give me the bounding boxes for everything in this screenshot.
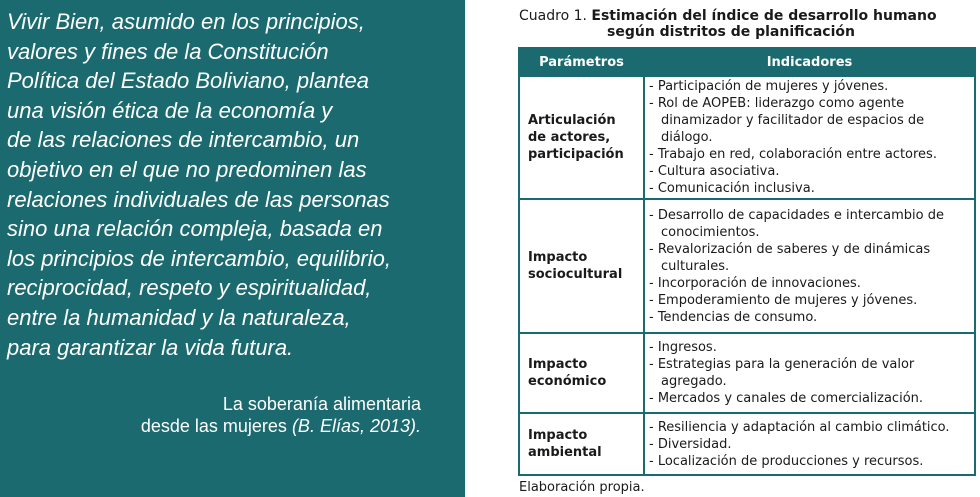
indicators-list xyxy=(649,207,970,326)
param-cell xyxy=(519,76,644,199)
quote-line: una visión ética de la economía y xyxy=(7,97,333,123)
param-cell xyxy=(519,413,644,475)
table-caption xyxy=(519,8,974,40)
indicator-item: - Trabajo en red, colaboración entre actores. xyxy=(649,146,970,163)
indicators-cell xyxy=(644,333,975,413)
quote-line: sino una relación compleja, basada en xyxy=(7,216,383,242)
param-line: económico xyxy=(528,374,607,389)
indicators-cell xyxy=(644,413,975,475)
source-citation: (B. Elías, 2013). xyxy=(291,416,421,436)
quote-line: relaciones individuales de las personas xyxy=(7,186,390,212)
indicator-item: - Diversidad. xyxy=(649,436,970,453)
param-line: Impacto xyxy=(528,357,588,372)
table-footnote: Elaboración propia. xyxy=(519,480,645,495)
param-line: Impacto xyxy=(528,250,588,265)
caption-number: Cuadro 1. xyxy=(519,8,587,24)
param-line: participación xyxy=(528,147,624,162)
caption-title-line1: Estimación del índice de desarrollo humano xyxy=(591,8,937,24)
table-row xyxy=(519,333,975,413)
source-subtitle xyxy=(141,415,421,437)
source-subtitle-text: desde las mujeres xyxy=(140,416,292,436)
param-line: sociocultural xyxy=(528,267,623,282)
table-row xyxy=(519,413,975,475)
table-row xyxy=(519,76,975,199)
indicators-list xyxy=(649,339,970,407)
indicator-item: - Revalorización de saberes y de dinámicas culturales. xyxy=(649,241,970,275)
table-header-row xyxy=(519,48,975,76)
param-line: ambiental xyxy=(528,445,602,460)
quote-line: objetivo en el que no predominen las xyxy=(7,156,367,182)
table-row xyxy=(519,199,975,333)
indicators-cell xyxy=(644,76,975,199)
param-line: de actores, xyxy=(528,130,611,145)
quote-panel xyxy=(0,0,465,497)
indicator-item: - Rol de AOPEB: liderazgo como agente dinamizador y facilitador de espacios de diálogo. xyxy=(649,95,970,146)
quote-line: para garantizar la vida futura. xyxy=(7,334,294,360)
quote-line: Vivir Bien, asumido en los principios, xyxy=(7,9,365,34)
indicator-item: - Desarrollo de capacidades e intercambio de conocimientos. xyxy=(649,207,970,241)
indicator-item: - Participación de mujeres y jóvenes. xyxy=(649,78,970,95)
indicator-item: - Cultura asociativa. xyxy=(649,163,970,180)
indicator-item: - Incorporación de innovaciones. xyxy=(649,275,970,292)
quote-text xyxy=(7,7,462,362)
indicators-cell xyxy=(644,199,975,333)
quote-line: los principios de intercambio, equilibrio, xyxy=(7,245,391,271)
indicator-item: - Mercados y canales de comercialización. xyxy=(649,390,970,407)
quote-line: valores y fines de la Constitución xyxy=(7,38,329,64)
indicator-item: - Ingresos. xyxy=(649,339,970,356)
indicator-item: - Empoderamiento de mujeres y jóvenes. xyxy=(649,292,970,309)
indicators-list xyxy=(649,78,970,197)
indicator-item: - Resiliencia y adaptación al cambio climático. xyxy=(649,419,970,436)
indicator-item: - Comunicación inclusiva. xyxy=(649,180,970,197)
param-line: Impacto xyxy=(528,428,588,443)
indicator-item: - Estrategias para la generación de valor agregado. xyxy=(649,356,970,390)
param-cell xyxy=(519,333,644,413)
header-indicadores: Indicadores xyxy=(644,48,975,76)
indicator-item: - Localización de producciones y recursos. xyxy=(649,453,970,470)
header-parametros: Parámetros xyxy=(519,48,644,76)
indicators-list xyxy=(649,419,970,470)
source-title: La soberanía alimentaria xyxy=(222,394,421,414)
caption-title-line2: según distritos de planificación xyxy=(607,24,855,40)
param-line: Articulación xyxy=(528,113,616,128)
quote-line: reciprocidad, respeto y espiritualidad, xyxy=(7,275,372,301)
quote-source xyxy=(141,393,421,437)
quote-line: Política del Estado Boliviano, plantea xyxy=(7,68,370,94)
quote-line: entre la humanidad y la naturaleza, xyxy=(7,304,351,330)
indicators-table xyxy=(518,47,976,476)
param-cell xyxy=(519,199,644,333)
indicator-item: - Tendencias de consumo. xyxy=(649,309,970,326)
quote-line: de las relaciones de intercambio, un xyxy=(7,127,360,153)
